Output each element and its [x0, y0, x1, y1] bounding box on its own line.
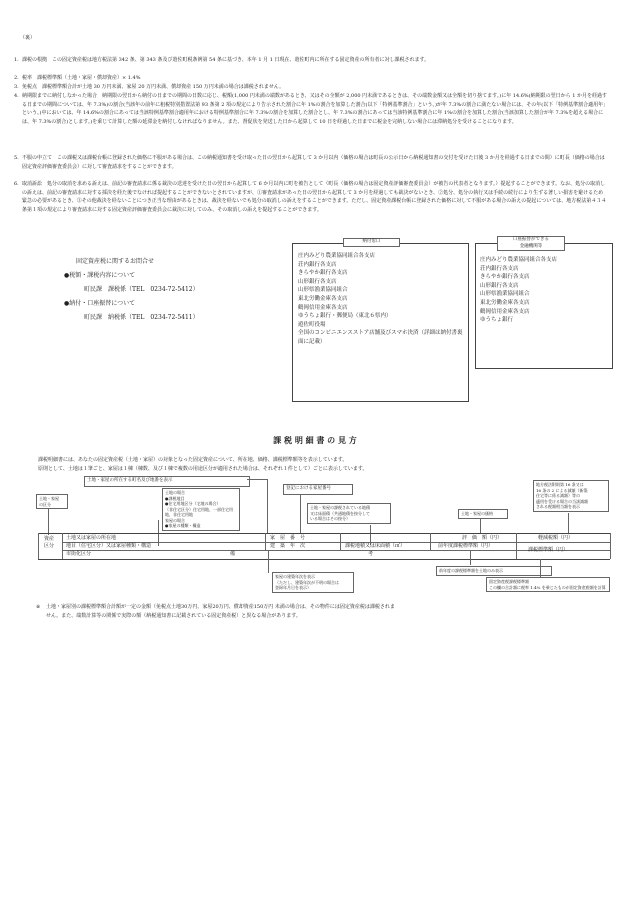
contact-heading: 固定資産税に関するお問合せ	[76, 258, 155, 265]
guide-intro-2: 原則として、土地は１筆ごと、家屋は１棟（棟数、及び１棟で複数の用途区分が適用された場合は、それぞれ１件として）ごとに表示しています。	[38, 466, 368, 472]
guide-title: 課 税 明 細 書 の 見 方	[273, 435, 357, 445]
list-item: 庄内みどり農業協同組合各支店	[480, 257, 558, 263]
contact-payment-title: ●納付・口座振替について	[64, 300, 136, 307]
note-item: 6. 取消訴訟 処分の取消を求める訴えは、前記の審査請求に係る裁決の送達を受けた日の翌日から起算して 6 か月以内に町を被告として（町長（価格の場合は固定資産評価審査委員会）が被告の代表者となります。）提起することができます。なお、処分の取消しの訴えは、前記の審査請求に対する採決を経た後でなければ提起することができないとされていますが、①審査請求があった日の翌日から起算して 3 か月を経過しても裁決がないとき、②処分、処分の執行又は手続の続行により生ずる著しい損害を避けるため緊急の必要があるとき、③その他裁決を経ないことにつき正当な理由があるときは、裁決を経ないでも処分の取消しの訴えをすることができます。ただし、固定資産課税台帳に登録された価格に対して不服がある場合の訴えの提起については、地方税法第４３４条第１項の規定により審査請求に対する固定資産評価審査委員会に裁決に対してのみ、その取消しの訴えを提起することができます。	[14, 181, 607, 213]
label-build-year: 家屋の建築年次を表示 （ただし、建築年次が不明の場合は 登録年月日を表示）	[272, 572, 354, 593]
transfer-institution-list	[480, 256, 610, 325]
list-item: 荘内銀行各支店	[298, 261, 337, 268]
list-item: 山形銀行各支店	[480, 282, 519, 289]
list-item: 全国のコンビニエンスストア店舗及びスマホ決済（詳細は納付書裏面に記載）	[298, 330, 463, 345]
payment-window-list	[298, 252, 464, 347]
list-item: 東北労働金庫各支店	[298, 295, 348, 302]
header-land-category: 地目（住宅区分）又は家屋種類・構造	[66, 543, 152, 549]
list-item: 山形県漁業協同組合	[480, 291, 530, 298]
list-item: 庄内みどり農業協同組合各支店	[298, 253, 376, 259]
guide-intro-1: 課税明細書には、あなたの固定資産税（土地・家屋）の対象となった固定資産について、所在地、価格、課税標準額等を表示しています。	[38, 457, 348, 463]
note-item: 3. 免税点 課税標準額合計が土地 30 万円未満、家屋 20 万円未満、償却資産 150 万円未満の場合は課税されません。	[14, 84, 285, 90]
header-prev-year-base: 前年度課税標準額（円）	[438, 543, 494, 549]
label-asset-type: 土地・家屋 の区分	[36, 494, 68, 509]
header-area: 課税地積又は床面積（㎡）	[345, 543, 406, 549]
list-item: ゆうちょ銀行・郵便局（東北６県内）	[298, 313, 392, 320]
contact-tax-detail: 町民課 課税係（TEL 0234-72-5412）	[84, 286, 199, 293]
contact-payment-detail: 町民課 納税係（TEL 0234-72-5411）	[84, 314, 199, 321]
page-side-label: （裏）	[20, 35, 36, 41]
list-item: きらやか銀行各支店	[480, 274, 530, 281]
header-tax-base: 課税標準額（円）	[528, 547, 569, 553]
label-house-number: 登記における家屋番号	[283, 484, 353, 495]
list-item: ゆうちょ銀行	[480, 317, 514, 324]
list-item: 鶴岡信用金庫各支店	[298, 304, 348, 311]
list-item: きらやか銀行各支店	[298, 270, 348, 277]
list-item: 東北労働金庫各支店	[480, 299, 530, 306]
label-area: 土地・家屋の課税されている地積 又は床面積（共通地積を按分して いる場合はその按分）	[307, 503, 391, 524]
label-tax-base: 固定資産税課税標準額 この欄の合計額に税率 1.4% を乗じたものが固定資産税額を計算	[486, 577, 610, 592]
payment-window-label: 納付窓口	[343, 238, 400, 247]
note-item: 1. 課税の根拠 この固定資産税は地方税法第 342 条、第 343 条及び遊佐町税条例第 54 条に基づき、本年 1 月 1 日現在、遊佐町内に所在する固定資産の所有者に対し課税されます。	[14, 57, 430, 63]
header-location: 土地又は家屋の所在地	[66, 535, 117, 541]
footnote-text: 土地・家屋別の課税標準額合計額が一定の金額（免税点土地30万円、家屋20万円、償却資産150万円 未満の場合は、その物件には固定資産税は課税されません。また、端数計算等の関係で実際の額（納税通知書に記載されている固定資産税）と異なる場合があります。	[46, 604, 395, 619]
list-item: 鶴岡信用金庫各支店	[480, 308, 530, 315]
header-build-year: 建 築 年 次	[270, 543, 306, 549]
label-valuation: 土地・家屋の価格	[458, 509, 508, 519]
label-land-category: 土地の場合 ●課税地目 ●住宅用地区分（宅地の場合） （非住宅区分）住宅用地、一部住宅用地、非住宅用地 家屋の場合 ●家屋の種類・構造	[162, 488, 240, 531]
footnote-mark: ※	[36, 604, 41, 610]
list-item: 荘内銀行各支店	[480, 265, 519, 272]
transfer-institution-label: 口座振替ができる 金融機関等	[497, 236, 565, 251]
list-item: 山形銀行各支店	[298, 278, 337, 285]
label-prev-year-base: 前年度の課税標準額を土地のみ表示	[436, 566, 552, 576]
label-tax-reduction: 地方税法附則第 16 条又は 16 条の 2 による減額（新築 住宅等に係る減額）等の 適用を受ける場合の当該減額 される税額相当額を表示	[533, 480, 609, 512]
header-valuation: 評 価 額（円）	[462, 535, 503, 541]
header-tax-reduction: 軽減税額（円）	[538, 535, 574, 541]
note-item: 2. 税率 課税標準額（土地・家屋・償却資産）× 1.4%	[14, 75, 141, 81]
header-urbanization: 市街化区分	[66, 551, 92, 557]
list-item: 遊佐町役場	[298, 321, 326, 328]
contact-section	[64, 255, 199, 325]
label-location: 土地・家屋の所在する町名及び地番を表示	[84, 476, 250, 487]
header-asset-type: 資産 区分	[44, 536, 55, 549]
header-remarks-1: 備	[230, 551, 236, 557]
note-item: 5. 不服の申立て この課税又は課税台帳に登録された価格に不服がある場合は、この納税通知書を受け取った日の翌日から起算して 3 か月以内（価格の場合は町長の公示日から納税通知書の交付を受けた日後 3 か月を経過する日までの間）に町長（価格の場合は固定資産評価審査委員会）に対して審査請求をすることができます。	[14, 155, 605, 170]
list-item: 山形県漁業協同組合	[298, 287, 348, 294]
contact-tax-title: ●税額・課税内容について	[64, 272, 136, 279]
header-house-number: 家 屋 番 号	[270, 535, 306, 541]
header-remarks-2: 考	[368, 551, 374, 557]
note-item: 4. 納期限までに納付しなかった場合 納期限の翌日から納付の日までの期間の日数に応じ、税額(1,000 円未満の端数があるとき、又はその全額が 2,000 円未満であるときは、その端数金額又は全額を切り捨てます。)に年 14.6%(納期限の翌日から 1 か月を経過する日までの期間については、年 7.3%)の割合(当該年の前年に租税特別措置法第 93 条第 2 項の規定により告示された割合に年 1%の割合を加算した割合(以下「特例基準割合」という。)が年 7.3%の割合に満たない場合には、その年(以下「特例基準割合適用年」という。)中においては、年 14.6%の割合にあっては当該特例基準割合適用年における特例基準割合に年 7.3%の割合を加算した割合とし、年 7.3%の割合にあっては当該特例基準割合に年 1%の割合を加算した割合(当該加算した割合が年 7.3%を超える場合には、年 7.3%の割合)とします。)を乗じて計算した額の延滞金を納付しなければなりません。また、督促状を発送した日から起算して 10 日を経過した日までに税金を完納しない場合には滞納処分を受けることになります。	[14, 93, 607, 125]
